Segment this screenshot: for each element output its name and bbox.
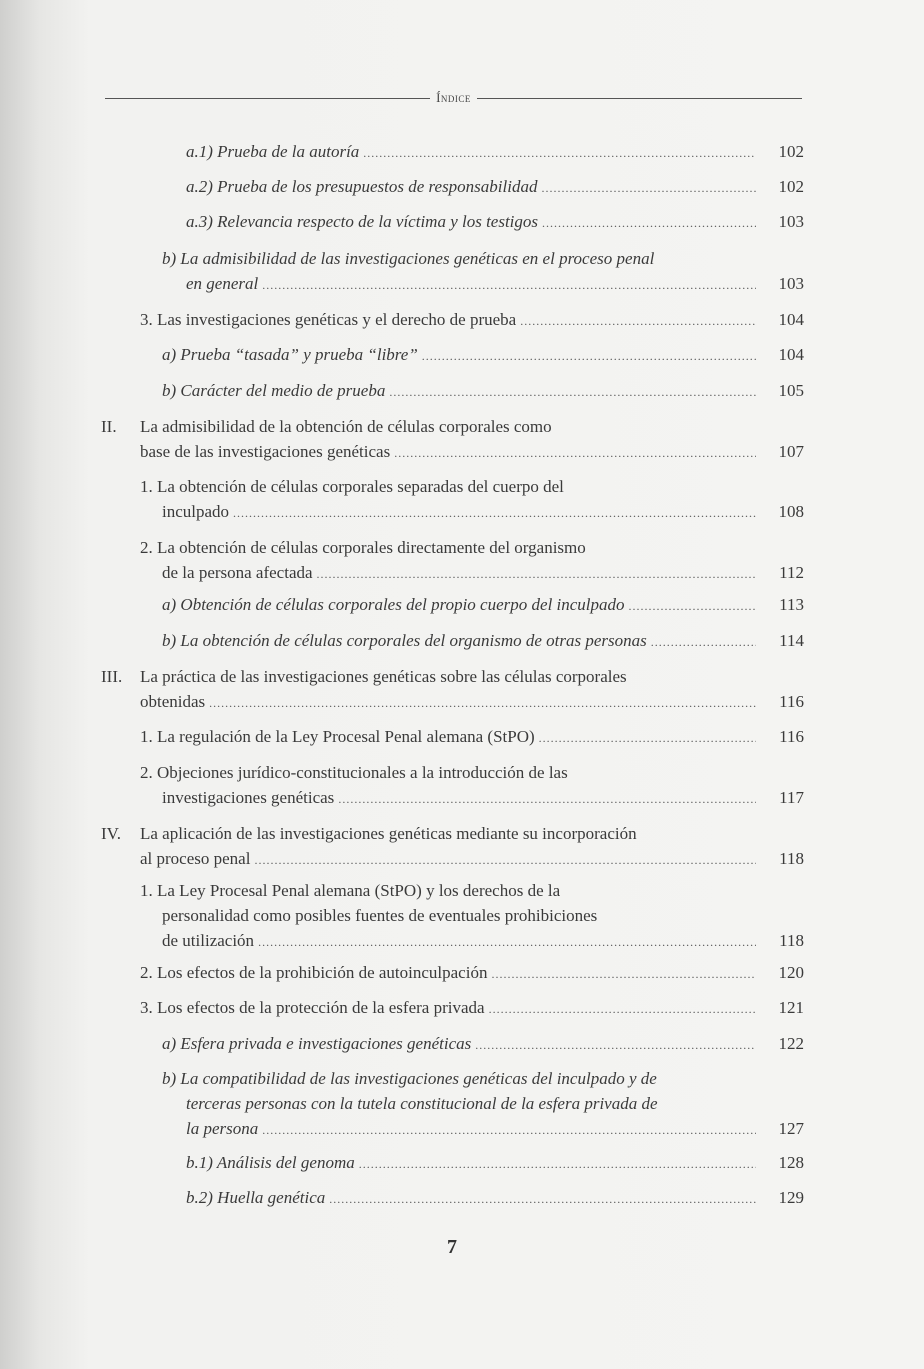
section-number-iv: IV. <box>101 824 121 843</box>
header-title: Índice <box>436 90 471 105</box>
header-rule-left <box>105 98 430 99</box>
toc-entry-a1: a.1) Prueba de la autoría ..... 102 <box>186 139 804 166</box>
header-rule-right <box>477 98 802 99</box>
toc-entry-b-admisibilidad: b) La admisibilidad de las investigaciones genéticas en el proceso penal en general ..... 103 <box>162 246 804 298</box>
toc-entry-iv-3: 3. Los efectos de la protección de la esfera privada ..... 121 <box>140 995 804 1022</box>
toc-entry-iii-2: 2. Objeciones jurídico-constitucionales a la introducción de las investigaciones genéticas ..... 117 <box>140 760 804 812</box>
toc-entry-iv-3-a: a) Esfera privada e investigaciones genéticas ..... 122 <box>162 1031 804 1058</box>
toc-entry-iv-3-b: b) La compatibilidad de las investigaciones genéticas del inculpado y de terceras personas con la tutela constitucional de la esfera privada de la persona ..... 127 <box>162 1066 804 1143</box>
toc-entry-ii-2-b: b) La obtención de células corporales del organismo de otras personas ..... 114 <box>162 628 804 655</box>
toc-entry-ii-2-a: a) Obtención de células corporales del propio cuerpo del inculpado ..... 113 <box>162 592 804 619</box>
toc-entry-b1: b.1) Análisis del genoma ..... 128 <box>186 1150 804 1177</box>
toc-entry-ii: La admisibilidad de la obtención de células corporales como base de las investigaciones genéticas ..... 107 <box>140 414 804 466</box>
toc-entry-iii-1: 1. La regulación de la Ley Procesal Penal alemana (StPO) ..... 116 <box>140 724 804 751</box>
toc-entry-iv: La aplicación de las investigaciones genéticas mediante su incorporación al proceso penal ..... 118 <box>140 821 804 873</box>
toc-entry-iv-2: 2. Los efectos de la prohibición de autoinculpación ..... 120 <box>140 960 804 987</box>
running-header <box>105 86 802 110</box>
toc-entry-a2: a.2) Prueba de los presupuestos de responsabilidad ..... 102 <box>186 174 804 201</box>
toc-entry-ii-1: 1. La obtención de células corporales separadas del cuerpo del inculpado ..... 108 <box>140 474 804 526</box>
toc-entry-3-derecho-prueba: 3. Las investigaciones genéticas y el derecho de prueba ..... 104 <box>140 307 804 334</box>
section-number-ii: II. <box>101 417 117 436</box>
toc-entry-a3: a.3) Relevancia respecto de la víctima y los testigos ..... 103 <box>186 209 804 236</box>
toc-entry-b-caracter: b) Carácter del medio de prueba ..... 105 <box>162 378 804 405</box>
page-number: 7 <box>447 1236 457 1258</box>
section-number-iii: III. <box>101 667 123 686</box>
toc-entry-ii-2: 2. La obtención de células corporales directamente del organismo de la persona afectada ..... 112 <box>140 535 804 587</box>
toc-entry-iii: La práctica de las investigaciones genéticas sobre las células corporales obtenidas ..... 116 <box>140 664 804 716</box>
toc-entry-b2: b.2) Huella genética ..... 129 <box>186 1185 804 1212</box>
toc-entry-a-prueba-tasada: a) Prueba “tasada” y prueba “libre” ..... 104 <box>162 342 804 369</box>
toc-entry-iv-1: 1. La Ley Procesal Penal alemana (StPO) y los derechos de la personalidad como posibles fuentes de eventuales prohibiciones de utilización ..... 118 <box>140 878 804 955</box>
